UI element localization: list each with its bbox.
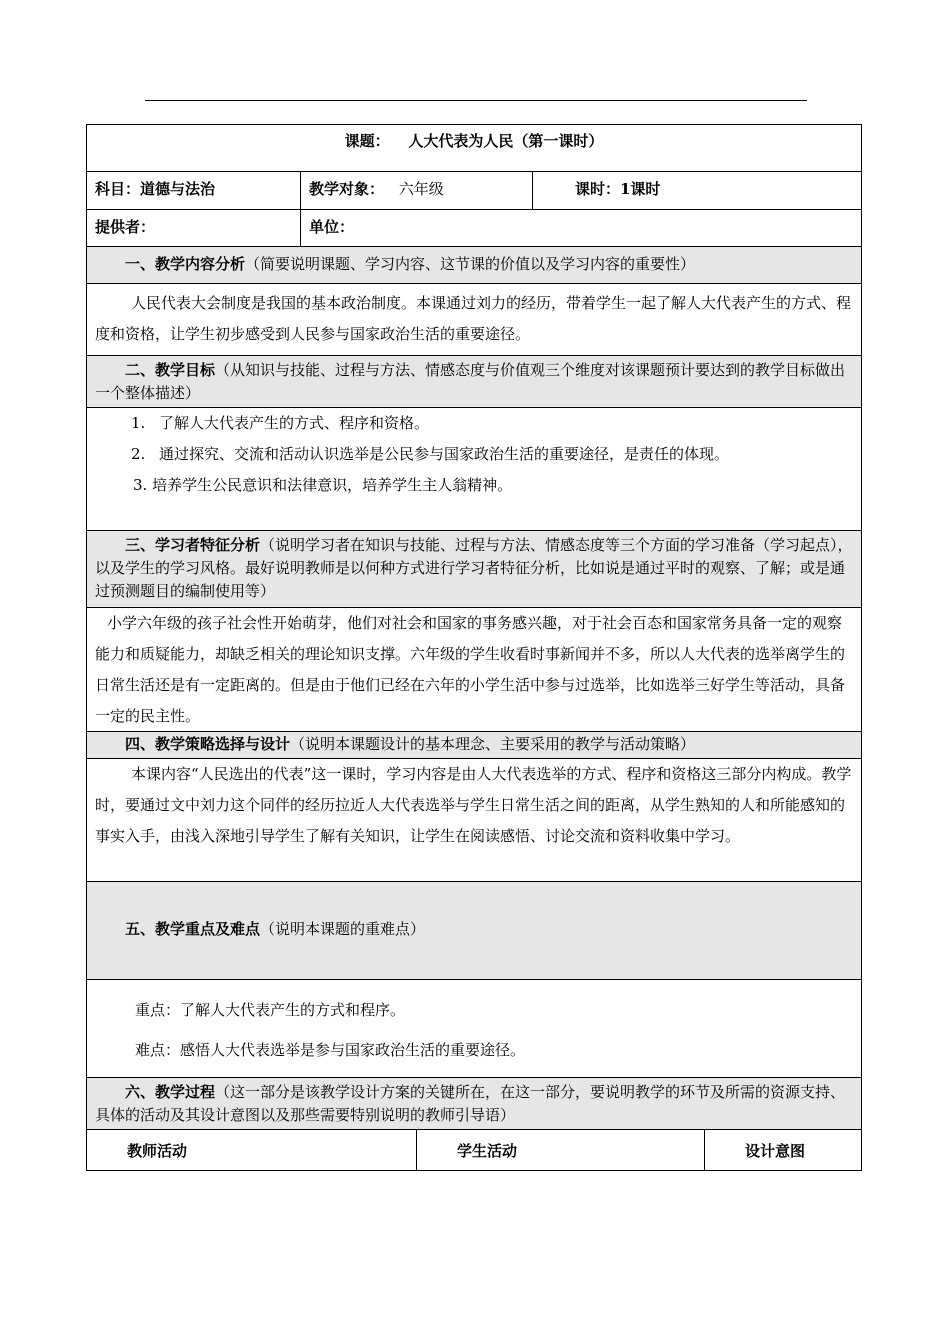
section-4-note: （说明本课题设计的基本理念、主要采用的教学与活动策略） [290,735,696,753]
col-teacher-activity: 教师活动 [87,1130,417,1170]
target-label: 教学对象： [309,180,385,198]
list-item [131,439,853,470]
process-table-header [86,1130,862,1171]
title-value: 人大代表为人民（第一课时） [408,132,604,150]
item-text: 了解人大代表产生的方式、程序和资格。 [159,414,430,432]
lesson-title [86,124,862,172]
provider-cell: 提供者： [87,210,301,246]
col-student-activity: 学生活动 [417,1130,705,1170]
key-point: 重点：了解人大代表产生的方式和程序。 [135,1001,406,1019]
item-text: 通过探究、交流和活动认识选举是公民参与国家政治生活的重要途径，是责任的体现。 [159,445,730,463]
hours-cell: 课时：1课时 [575,180,661,198]
section-5-body [86,980,862,1078]
section-3-body: 小学六年级的孩子社会性开始萌芽，他们对社会和国家的事务感兴趣，对于社会百态和国家常务具备一定的观察能力和质疑能力，却缺乏相关的理论知识支撑。六年级的学生收看时事新闻并不多，所以人大代表的选举离学生的日常生活还是有一定距离的。但是由于他们已经在六年的小学生活中参与过选举，比如选举三好学生等活动，具备一定的民主性。 [86,608,862,732]
meta-row-2 [86,210,862,247]
section-1-body: 人民代表大会制度是我国的基本政治制度。本课通过刘力的经历，带着学生一起了解人大代表产生的方式、程度和资格，让学生初步感受到人民参与国家政治生活的重要途径。 [86,284,862,356]
list-item [131,408,853,439]
item-number: 1. [131,414,146,432]
title-label: 课题： [344,132,390,150]
item-number: 2. [131,445,146,463]
section-4-body: 本课内容“人民选出的代表”这一课时，学习内容是由人大代表选举的方式、程序和资格这三部分内构成。教学时，要通过文中刘力这个同伴的经历拉近人大代表选举与学生日常生活之间的距离，从学生熟知的人和所能感知的事实入手，由浅入深地引导学生了解有关知识，让学生在阅读感悟、讨论交流和资料收集中学习。 [86,759,862,882]
section-6-heading [86,1078,862,1130]
section-2-heading [86,356,862,408]
lesson-plan-table [86,124,862,1171]
section-4-title: 四、教学策略选择与设计 [125,735,291,753]
section-6-note: （这一部分是该教学设计方案的关键所在，在这一部分，要说明教学的环节及所需的资源支持、具体的活动及其设计意图以及那些需要特别说明的教师引导语） [95,1083,846,1124]
section-1-note: （简要说明课题、学习内容、这节课的价值以及学习内容的重要性） [245,255,696,273]
section-6-title: 六、教学过程 [125,1083,216,1101]
section-4-heading [86,732,862,759]
target-cell [301,172,533,209]
objective-3: 3. 培养学生公民意识和法律意识，培养学生主人翁精神。 [133,476,513,494]
section-2-title: 二、教学目标 [125,361,216,379]
header-rule [145,100,807,101]
section-3-title: 三、学习者特征分析 [125,536,261,554]
section-3-heading [86,531,862,608]
section-1-heading [86,247,862,284]
section-3-note: （说明学习者在知识与技能、过程与方法、情感态度等三个方面的学习准备（学习起点），以及学生的学习风格。最好说明教师是以何种方式进行学习者特征分析，比如说是通过平时的观察、了解；或是通过预测题目的编制使用等） [95,536,853,600]
col-design-intent: 设计意图 [745,1142,806,1160]
section-5-heading [86,882,862,980]
unit-cell: 单位： [309,218,355,236]
section-2-body [86,408,862,531]
objectives-list [87,408,861,470]
section-2-note: （从知识与技能、过程与方法、情感态度与价值观三个维度对该课题预计要达到的教学目标做出一个整体描述） [95,361,846,402]
subject-cell: 科目：道德与法治 [87,172,301,209]
section-5-note: （说明本课题的重难点） [260,920,426,938]
difficult-point: 难点：感悟人大代表选举是参与国家政治生活的重要途径。 [135,1041,526,1059]
target-value: 六年级 [398,180,444,198]
meta-row-1 [86,172,862,210]
section-1-title: 一、教学内容分析 [125,255,246,273]
section-5-title: 五、教学重点及难点 [125,920,261,938]
